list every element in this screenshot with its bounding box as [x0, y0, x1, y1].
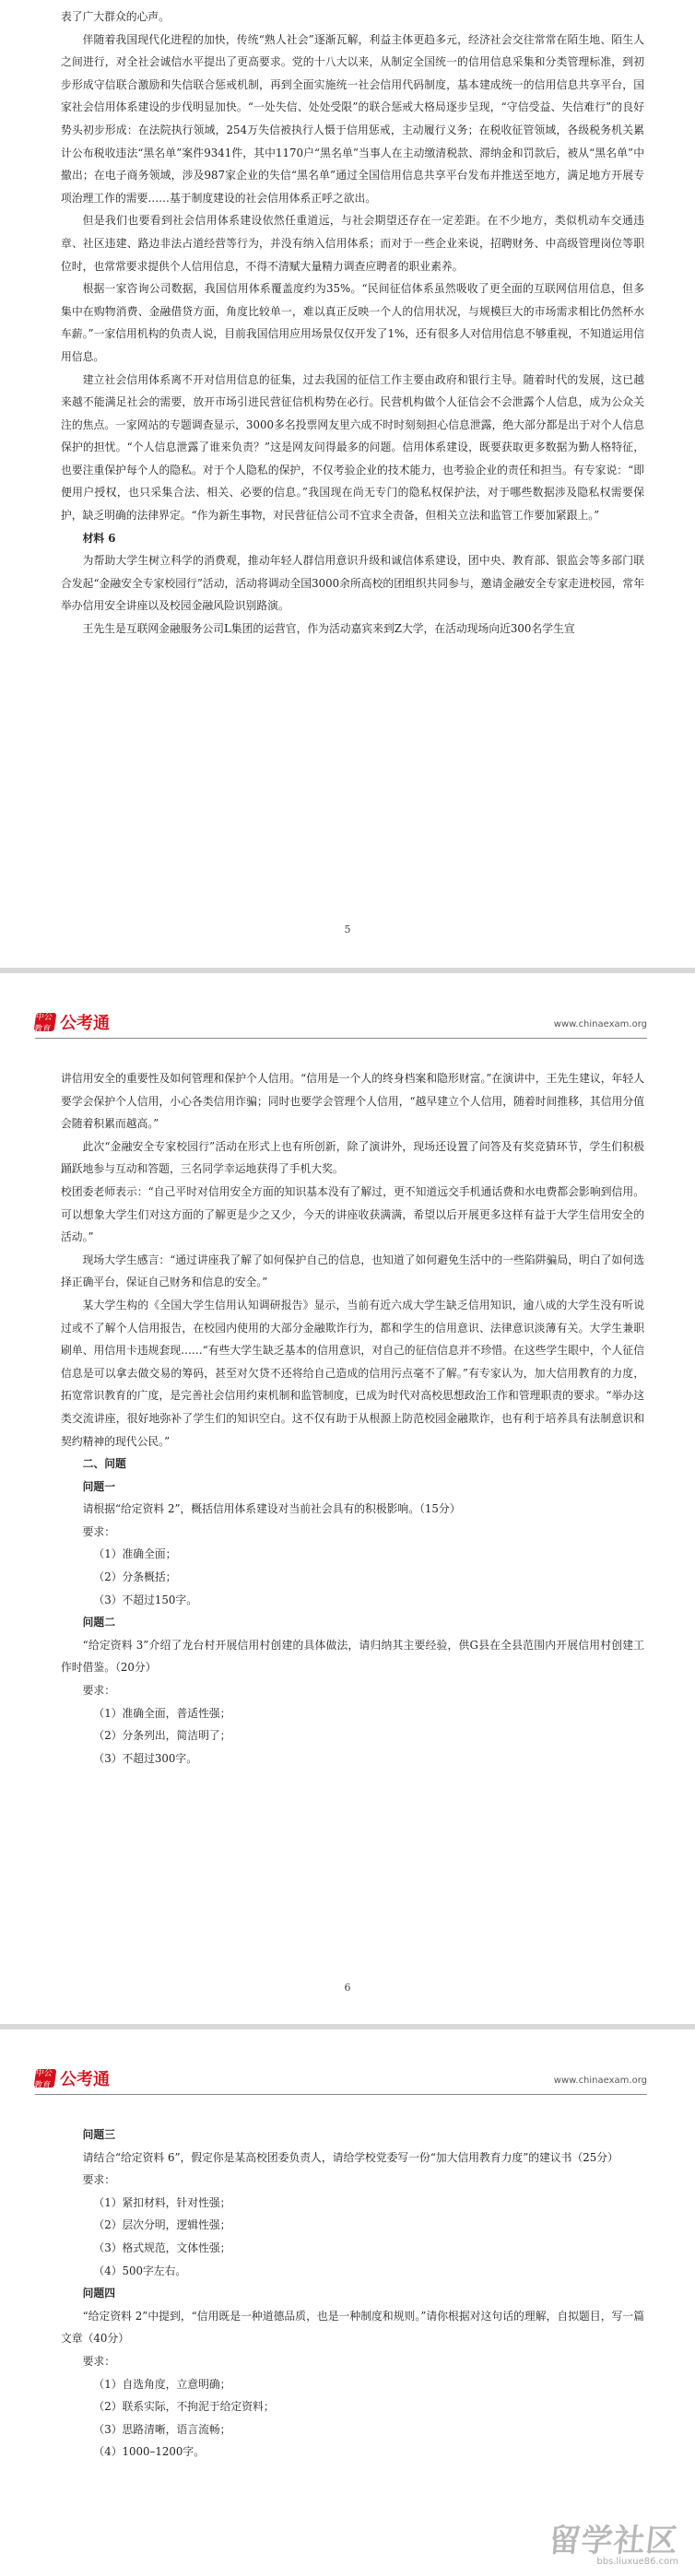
requirement-item: （2）分条列出，简洁明了； [93, 1729, 231, 1743]
question-text: “给定资料 2”中提到，“信用既是一种道德品质，也是一种制度和规则。”请你根据对这句话的理解，自拟题目，写一篇文章（40分） [61, 2309, 644, 2346]
requirement-item: （2）分条概括； [93, 1570, 177, 1584]
question-text: 请根据“给定资料 2”，概括信用体系建设对当前社会具有的积极影响。（15分） [82, 1502, 461, 1516]
requirements-label: 要求： [82, 2354, 115, 2368]
paragraph: 但是我们也要看到社会信用体系建设依然任重道远，与社会期望还存在一定差距。在不少地方，类似机动车交通违章、社区违建、路边非法占道经营等行为，并没有纳入信用体系；而对于一些企业来说，招聘财务、中高级管理岗位等职位时，也常常要求提供个人信用信息，不得不清赋大量精力调查应聘者的职业素养。 [61, 214, 644, 273]
requirement-item: （3）格式规范，文体性强； [93, 2241, 231, 2254]
paragraph: 伴随着我国现代化进程的加快，传统“熟人社会”逐渐瓦解，利益主体更趋多元，经济社会交往常常在陌生地、陌生人之间进行，对全社会诚信水平提出了更高要求。党的十八大以来，从制定全国统一的信用信息采集和分类管理标准，到初步形成守信联合激励和失信联合惩戒机制，再到全面实施统一社会信用代码制度，基本建成统一的信用信息共享平台，国家社会信用体系建设的步伐明显加快。“一处失信、处处受限”的联合惩戒大格局逐步呈现，“守信受益、失信难行”的良好势头初步形成：在法院执行领域，254万失信被执行人慑于信用惩戒，主动履行义务；在税收征管领域，各级税务机关累计公布税收违法“黑名单”案件9341件，其中1170户“黑名单”当事人在主动缴清税款、滞纳金和罚款后，被从“黑名单”中撤出；在电子商务领域，涉及987家企业的失信“黑名单”通过全国信用信息共享平台发布并推送至地方，满足地方开展专项治理工作的需要……基于制度建设的社会信用体系正呼之欲出。 [61, 32, 644, 205]
page-content [61, 6, 644, 641]
requirements-label: 要求： [82, 2173, 115, 2187]
document-page-5 [0, 0, 695, 968]
requirement-item: （2）层次分明，逻辑性强； [93, 2218, 231, 2232]
page-number: 5 [344, 923, 351, 935]
page-number: 6 [344, 1982, 351, 1994]
watermark-text: 留学社区 [547, 2523, 680, 2559]
question-title: 问题三 [82, 2128, 115, 2141]
paragraph: 讲信用安全的重要性及如何管理和保护个人信用。“信用是一个人的终身档案和隐形财富。”在演讲中，王先生建议，年轻人要学会保护个人信用，小心各类信用诈骗；同时也要学会管理个人信用，“越早建立个人信用，随着时间推移，其信用分值会随着积累而越高。” [61, 1072, 644, 1131]
requirement-item: （3）不超过300字。 [93, 1751, 197, 1765]
logo-text: 公考通 [60, 2070, 110, 2089]
paragraph: 现场大学生感言：“通过讲座我了解了如何保护自己的信息，也知道了如何避免生活中的一些陷阱骗局，明白了如何选择正确平台，保证自己财务和信息的安全。” [61, 1253, 644, 1289]
question-text: 请结合“给定资料 6”，假定你是某高校团委负责人，请给学校党委写一份“加大信用教育力度”的建议书（25分） [82, 2150, 618, 2164]
logo [35, 2066, 110, 2090]
requirements-label: 要求： [82, 1684, 115, 1698]
document-page-7 [0, 2029, 695, 2576]
material-title: 材料 6 [82, 531, 116, 545]
requirement-item: （1）准确全面，普适性强； [93, 1706, 231, 1720]
paragraph: 根据一家咨询公司数据，我国信用体系覆盖度约为35%。“民间征信体系虽然吸收了更全面的互联网信用信息，但多集中在购物消费、金融借贷方面，角度比较单一，难以真正反映一个人的信用状况，与规模巨大的市场需求相比仍然杯水车薪。”一家信用机构的负责人说，目前我国信用应用场景仅仅开发了1%，还有很多人对信用信息不够重视，不知道运用信用信息。 [61, 282, 644, 363]
paragraph: 为帮助大学生树立科学的消费观，推动年轻人群信用意识升级和诚信体系建设，团中央、教育部、银监会等多部门联合发起“金融安全专家校园行”活动，活动将调动全国3000余所高校的团组织共同参与，邀请金融安全专家走进校园，常年举办信用安全讲座以及校园金融风险识别路演。 [61, 554, 644, 613]
question-title: 问题四 [82, 2287, 115, 2300]
site-url: www.chinaexam.org [553, 1019, 647, 1029]
section-title: 二、问题 [82, 1457, 126, 1471]
question-text: “给定资料 3”介绍了龙台村开展信用村创建的具体做法，请归纳其主要经验，供G县在全县范围内开展信用村创建工作时借鉴。（20分） [61, 1638, 644, 1675]
question-title: 问题一 [82, 1479, 115, 1493]
requirement-item: （2）联系实际，不拘泥于给定资料； [93, 2400, 275, 2414]
paragraph: 某大学生构的《全国大学生信用认知调研报告》显示，当前有近六成大学生缺乏信用知识，逾八成的大学生没有听说过或不了解个人信用报告，在校园内使用的大部分金融欺诈行为，都和学生的信用意识、法律意识淡薄有关。大学生兼职刷单、用信用卡违规套现……“有些大学生缺乏基本的信用意识，对自己的征信信息并不珍惜。在这些学生眼中，个人征信信息是可以拿去做交易的筹码，甚至对欠贷不还将给自己造成的信用污点毫不了解。”有专家认为，加大信用教育的力度，拓宽常识教育的广度，是完善社会信用约束机制和监管制度，已成为时代对高校思想政治工作和管理职责的要求。“举办这类交流讲座，很好地弥补了学生们的知识空白。这不仅有助于从根源上防范校园金融欺诈，也有利于培养具有法制意识和契约精神的现代公民。” [61, 1298, 644, 1448]
watermark-url: bbs.liuxue86.com [596, 2557, 678, 2567]
logo-badge-icon: 中公教育 [34, 1013, 57, 1031]
requirement-item: （3）思路清晰，语言流畅； [93, 2422, 231, 2436]
paragraph: 校团委老师表示：“自己平时对信用安全方面的知识基本没有了解过，更不知道远交手机通话费和水电费都会影响到信用。可以想象大学生们对这方面的了解更是少之又少，今天的讲座收获满满，希望以后开展更多这样有益于大学生信用安全的活动。” [61, 1184, 644, 1244]
requirement-item: （1）紧扣材料，针对性强； [93, 2195, 231, 2209]
document-page-6 [0, 973, 695, 2024]
question-title: 问题二 [82, 1616, 115, 1629]
requirement-item: （1）自选角度，立意明确； [93, 2377, 231, 2391]
logo-text: 公考通 [60, 1014, 110, 1033]
page-content [61, 2123, 644, 2464]
requirements-label: 要求： [82, 1524, 115, 1538]
paragraph: 此次“金融安全专家校园行”活动在形式上也有所创新，除了演讲外，现场还设置了问答及有奖竞猜环节，学生们积极踊跃地参与互动和答题，三名同学幸运地获得了手机大奖。 [61, 1139, 644, 1176]
paragraph: 建立社会信用体系离不开对信用信息的征集，过去我国的征信工作主要由政府和银行主导。随着时代的发展，这已越来越不能满足社会的需要，放开市场引进民营征信机构势在必行。民营机构做个人征信会不会泄露个人信息，成为公众关注的焦点。一家网站的专题调查显示，3000多名投票网友里六成不时时刻刻担心信息泄露，绝大部分都是出于对个人信息保护的担忧。“个人信息泄露了谁来负责？”这是网友问得最多的问题。信用体系建设，既要获取更多数据为勤人格特征，也要注重保护每个人的隐私。对于个人隐私的保护，不仅考验企业的技术能力，也考验企业的责任和担当。有专家说：“即便用户授权，也只采集合法、相关、必要的信息。”我国现在尚无专门的隐私权保护法，对于哪些数据涉及隐私权需要保护，缺乏明确的法律界定。“作为新生事物，对民营征信公司不宜求全责备，但相关立法和监管工作要加紧跟上。” [61, 372, 644, 523]
requirement-item: （4）500字左右。 [93, 2264, 187, 2277]
page-header [35, 1008, 647, 1039]
site-url: www.chinaexam.org [553, 2076, 647, 2086]
requirement-item: （1）准确全面； [93, 1547, 177, 1561]
page-content [61, 1067, 644, 1770]
requirement-item: （3）不超过150字。 [93, 1593, 197, 1606]
logo-badge-icon: 中公教育 [34, 2069, 57, 2088]
logo [35, 1010, 110, 1034]
requirement-item: （4）1000–1200字。 [93, 2445, 206, 2459]
paragraph: 表了广大群众的心声。 [61, 10, 170, 23]
page-header [35, 2064, 647, 2095]
paragraph: 王先生是互联网金融服务公司L集团的运营官，作为活动嘉宾来到Z大学，在活动现场向近300名学生宣 [82, 622, 575, 636]
watermark [549, 2515, 678, 2567]
